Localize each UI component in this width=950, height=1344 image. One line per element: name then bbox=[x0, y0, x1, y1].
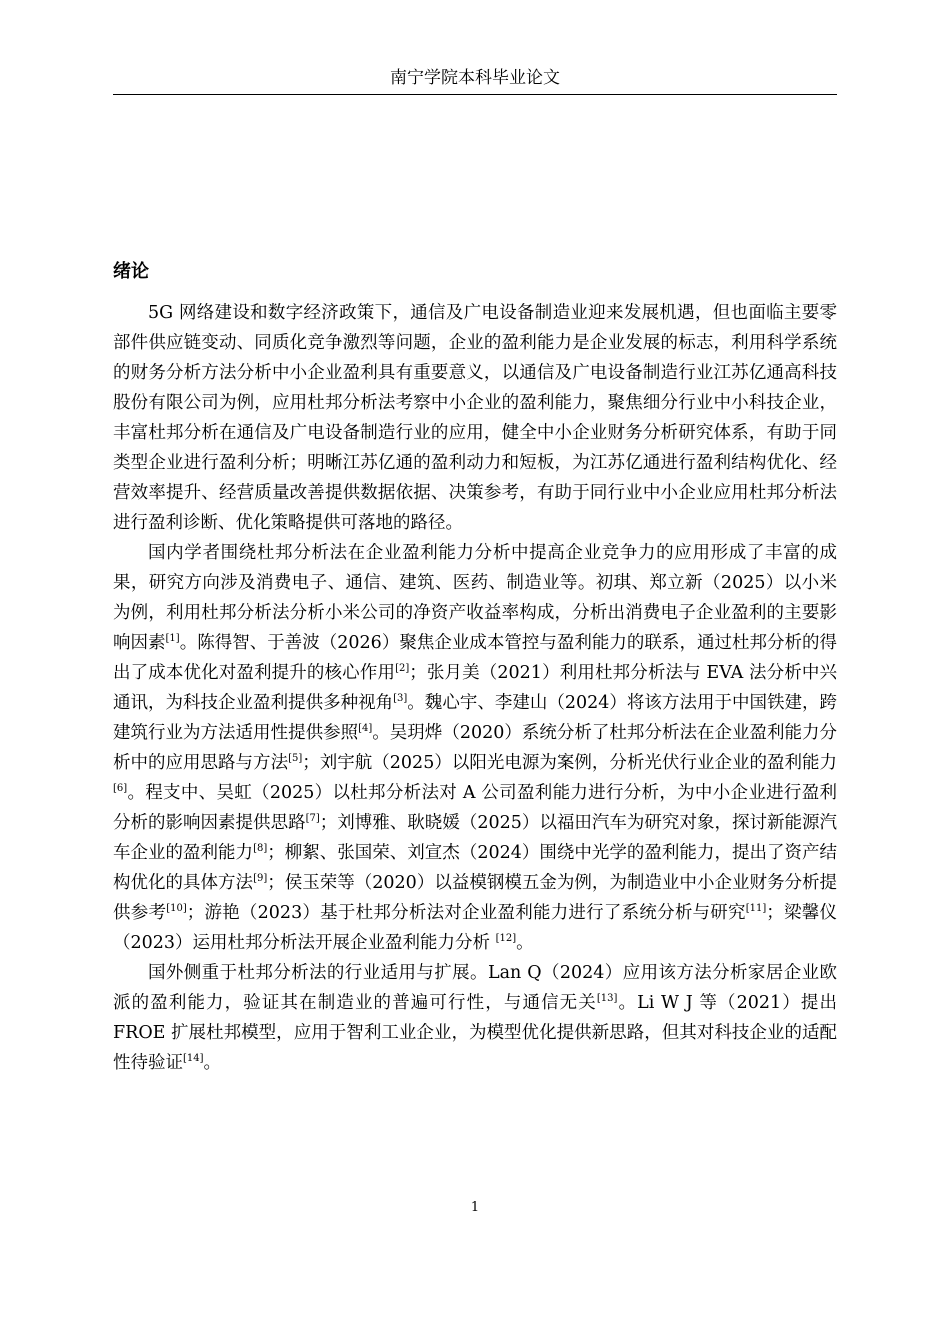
page-number: 1 bbox=[470, 1200, 480, 1215]
paragraph bbox=[113, 298, 837, 538]
paragraph-text: ；梁馨仪（2023）运用杜邦分析法开展企业盈利能力分析 bbox=[113, 903, 837, 953]
paragraph-text: ；侯玉荣等（2020）以益模钢模五金为例，为制造业中小企业财务分析提供参考 bbox=[113, 873, 837, 923]
section-title: 绪论 bbox=[113, 261, 149, 282]
paragraph-text: 。吴玥烨（2020）系统分析了杜邦分析法在企业盈利能力分析中的应用思路与方法 bbox=[113, 723, 837, 773]
citation-marker: [2] bbox=[395, 663, 410, 675]
citation-marker: [3] bbox=[393, 693, 408, 705]
paragraph-text: 5G 网络建设和数字经济政策下，通信及广电设备制造业迎来发展机遇，但也面临主要零部件供应链变动、同质化竞争激烈等问题，企业的盈利能力是企业发展的标志，利用科学系统的财务分析方法分析中小企业盈利具有重要意义，以通信及广电设备制造行业江苏亿通高科技股份有限公司为例，应用杜邦分析法考察中小企业的盈利能力，聚焦细分行业中小科技企业，丰富杜邦分析在通信及广电设备制造行业的应用，健全中小企业财务分析研究体系，有助于同类型企业进行盈利分析；明晰江苏亿通的盈利动力和短板，为江苏亿通进行盈利结构优化、经营效率提升、经营质量改善提供数据依据、决策参考，有助于同行业中小企业应用杜邦分析法进行盈利诊断、优化策略提供可落地的路径。 bbox=[113, 303, 837, 533]
paragraph bbox=[113, 538, 837, 958]
paragraph-text: ；刘博雅、耿晓媛（2025）以福田汽车为研究对象，探讨新能源汽车企业的盈利能力 bbox=[113, 813, 837, 863]
citation-marker: [6] bbox=[113, 783, 128, 795]
paragraph-text: ；刘宇航（2025）以阳光电源为案例，分析光伏行业企业的盈利能力 bbox=[302, 753, 837, 773]
paragraph-text: 。 bbox=[203, 1053, 222, 1073]
citation-marker: [7] bbox=[305, 813, 320, 825]
paragraph bbox=[113, 958, 837, 1078]
paragraph-text: 国内学者围绕杜邦分析法在企业盈利能力分析中提高企业竞争力的应用形成了丰富的成果，研究方向涉及消费电子、通信、建筑、医药、制造业等。初琪、郑立新（2025）以小米为例，利用杜邦分析法分析小米公司的净资产收益率构成，分析出消费电子企业盈利的主要影响因素 bbox=[113, 543, 837, 653]
paragraph-text: 。 bbox=[516, 933, 534, 953]
citation-marker: [4] bbox=[358, 723, 373, 735]
paragraph-text: ；游艳（2023）基于杜邦分析法对企业盈利能力进行了系统分析与研究 bbox=[186, 903, 746, 923]
paragraph-text: ；张月美（2021）利用杜邦分析法与 EVA 法分析中兴通讯，为科技企业盈利提供多种视角 bbox=[113, 663, 837, 713]
paragraph-text: ；柳絮、张国荣、刘宣杰（2024）围绕中光学的盈利能力，提出了资产结构优化的具体方法 bbox=[113, 843, 837, 893]
citation-marker: [13] bbox=[596, 993, 618, 1005]
paragraph-text: 。Li W J 等（2021）提出 FROE 扩展杜邦模型，应用于智利工业企业，为模型优化提供新思路，但其对科技企业的适配性待验证 bbox=[113, 993, 838, 1073]
paragraph-text: 。陈得智、于善波（2026）聚焦企业成本管控与盈利能力的联系，通过杜邦分析的得出了成本优化对盈利提升的核心作用 bbox=[113, 633, 837, 683]
citation-marker: [1] bbox=[165, 633, 180, 645]
citation-marker: [12] bbox=[495, 933, 517, 945]
page-header bbox=[113, 66, 837, 95]
body-text bbox=[113, 298, 837, 1078]
citation-marker: [9] bbox=[253, 873, 268, 885]
citation-marker: [8] bbox=[253, 843, 268, 855]
citation-marker: [11] bbox=[745, 903, 767, 915]
citation-marker: [14] bbox=[183, 1053, 204, 1065]
paragraph-text: 。魏心宇、李建山（2024）将该方法用于中国铁建，跨建筑行业为方法适用性提供参照 bbox=[113, 693, 837, 743]
header-title: 南宁学院本科毕业论文 bbox=[390, 68, 560, 88]
paragraph-text: 国外侧重于杜邦分析法的行业适用与扩展。Lan Q（2024）应用该方法分析家居企业欧派的盈利能力，验证其在制造业的普遍可行性，与通信无关 bbox=[113, 963, 837, 1013]
paragraph-text: 。程支中、吴虹（2025）以杜邦分析法对 A 公司盈利能力进行分析，为中小企业进行盈利分析的影响因素提供思路 bbox=[113, 783, 837, 833]
citation-marker: [5] bbox=[288, 753, 303, 765]
citation-marker: [10] bbox=[166, 903, 187, 915]
